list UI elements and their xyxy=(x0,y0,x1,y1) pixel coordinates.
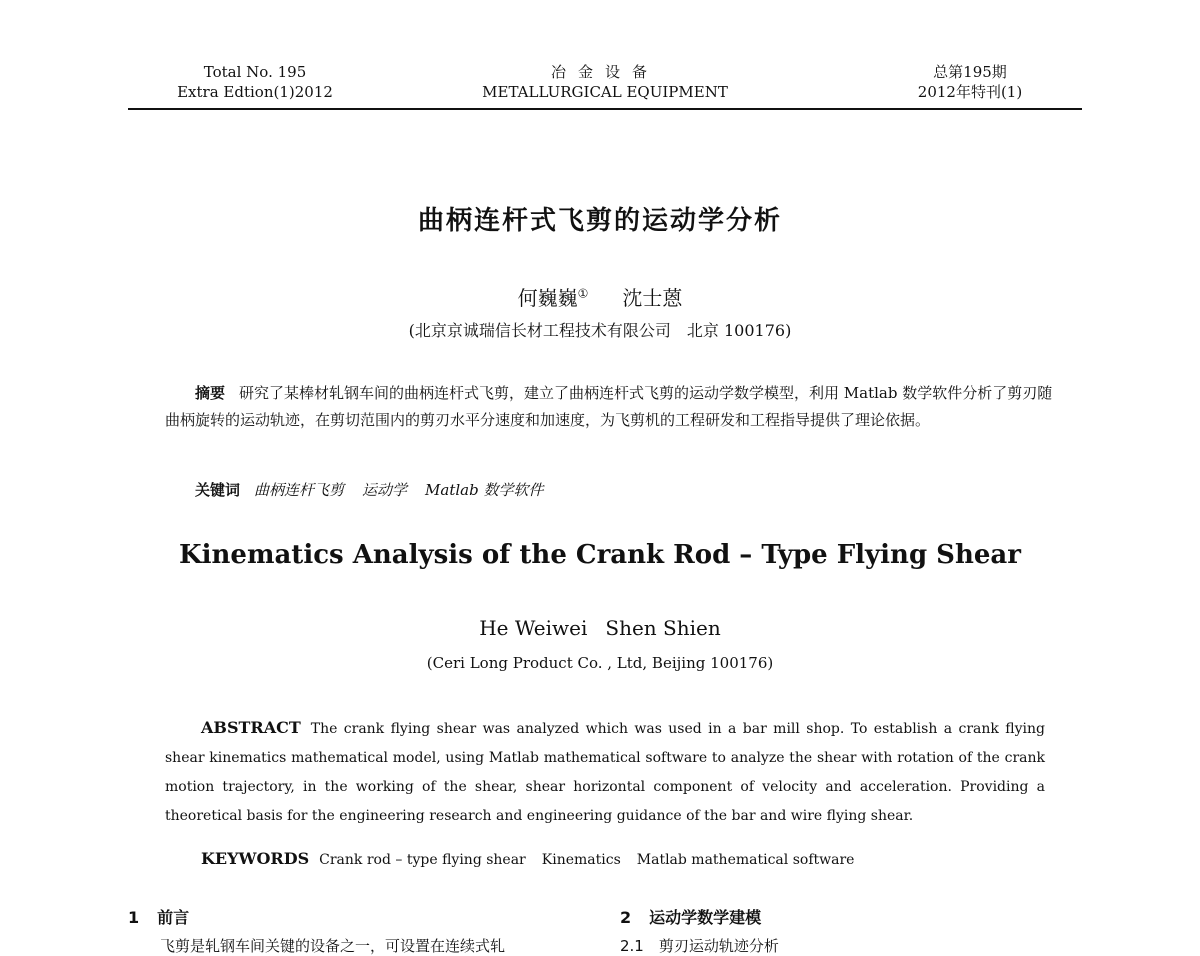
keywords-en xyxy=(165,844,1081,875)
header-center xyxy=(440,62,770,102)
abstract-label-cn: 摘要 xyxy=(195,384,226,402)
journal-edition: Extra Edtion(1)2012 xyxy=(177,83,333,101)
abstract-cn xyxy=(165,380,1055,434)
header-divider xyxy=(128,108,1082,110)
author-2-cn: 沈士蒽 xyxy=(622,286,683,310)
affiliation-en: (Ceri Long Product Co. , Ltd, Beijing 100176) xyxy=(426,654,774,672)
journal-issue-cn: 总第195期 xyxy=(933,63,1007,81)
affiliation-cn: (北京京诚瑞信长材工程技术有限公司 北京 100176) xyxy=(408,321,792,340)
author-1-footnote-mark: ① xyxy=(577,286,589,301)
keyword-en-2: Kinematics xyxy=(541,852,621,868)
journal-name-en: METALLURGICAL EQUIPMENT xyxy=(482,83,728,101)
section-1-first-line: 飞剪是轧钢车间关键的设备之一，可设置在连续式轧 xyxy=(160,937,506,955)
header-right xyxy=(880,62,1060,102)
keyword-en-3: Matlab mathematical software xyxy=(636,852,855,868)
subsection-2-1-heading: 2.1 剪刃运动轨迹分析 xyxy=(620,937,779,955)
journal-name-cn: 冶金设备 xyxy=(550,63,659,81)
author-1-cn: 何巍巍 xyxy=(517,286,578,310)
abstract-label-en: ABSTRACT xyxy=(201,718,301,737)
section-2-title: 运动学数学建模 xyxy=(649,908,762,927)
keyword-cn-3: Matlab 数学软件 xyxy=(425,481,544,499)
keyword-cn-1: 曲柄连杆飞剪 xyxy=(254,481,345,499)
keyword-en-1: Crank rod – type flying shear xyxy=(319,852,526,868)
keyword-cn-2: 运动学 xyxy=(362,481,408,499)
keywords-label-en: KEYWORDS xyxy=(201,849,310,868)
header-left xyxy=(130,62,380,102)
authors-en xyxy=(0,616,1200,640)
paper-title-cn: 曲柄连杆式飞剪的运动学分析 xyxy=(417,206,782,236)
abstract-en xyxy=(165,713,1045,831)
paper-title-en: Kinematics Analysis of the Crank Rod – Type Flying Shear xyxy=(179,540,1021,570)
section-1-heading xyxy=(128,905,189,928)
abstract-text-en: The crank flying shear was analyzed which was used in a bar mill shop. To establish a crank flying shear kinematics mathematical model, using Matlab mathematical software to analyze the shear with rotation of the crank motion trajectory, in the working of the shear, shear horizontal component of velocity and acceleration. Providing a theoretical basis for the engineering research and engineering guidance of the bar and wire flying shear. xyxy=(165,721,1045,824)
authors-cn xyxy=(0,282,1200,311)
journal-issue-date-cn: 2012年特刊(1) xyxy=(917,83,1023,101)
section-2-number: 2 xyxy=(620,908,632,927)
author-1-en: He Weiwei xyxy=(479,616,588,640)
section-1-title: 前言 xyxy=(157,908,190,927)
section-1-number: 1 xyxy=(128,908,140,927)
keywords-label-cn: 关键词 xyxy=(195,481,241,499)
keywords-cn xyxy=(165,477,1085,504)
journal-total-number: Total No. 195 xyxy=(203,63,307,81)
section-2-heading xyxy=(620,905,761,928)
author-2-en: Shen Shien xyxy=(605,616,721,640)
abstract-text-cn: 研究了某棒材轧钢车间的曲柄连杆式飞剪，建立了曲柄连杆式飞剪的运动学数学模型，利用 Matlab 数学软件分析了剪刃随曲柄旋转的运动轨迹，在剪切范围内的剪刃水平分速度和加速度，为飞剪机的工程研发和工程指导提供了理论依据。 xyxy=(165,384,1053,429)
